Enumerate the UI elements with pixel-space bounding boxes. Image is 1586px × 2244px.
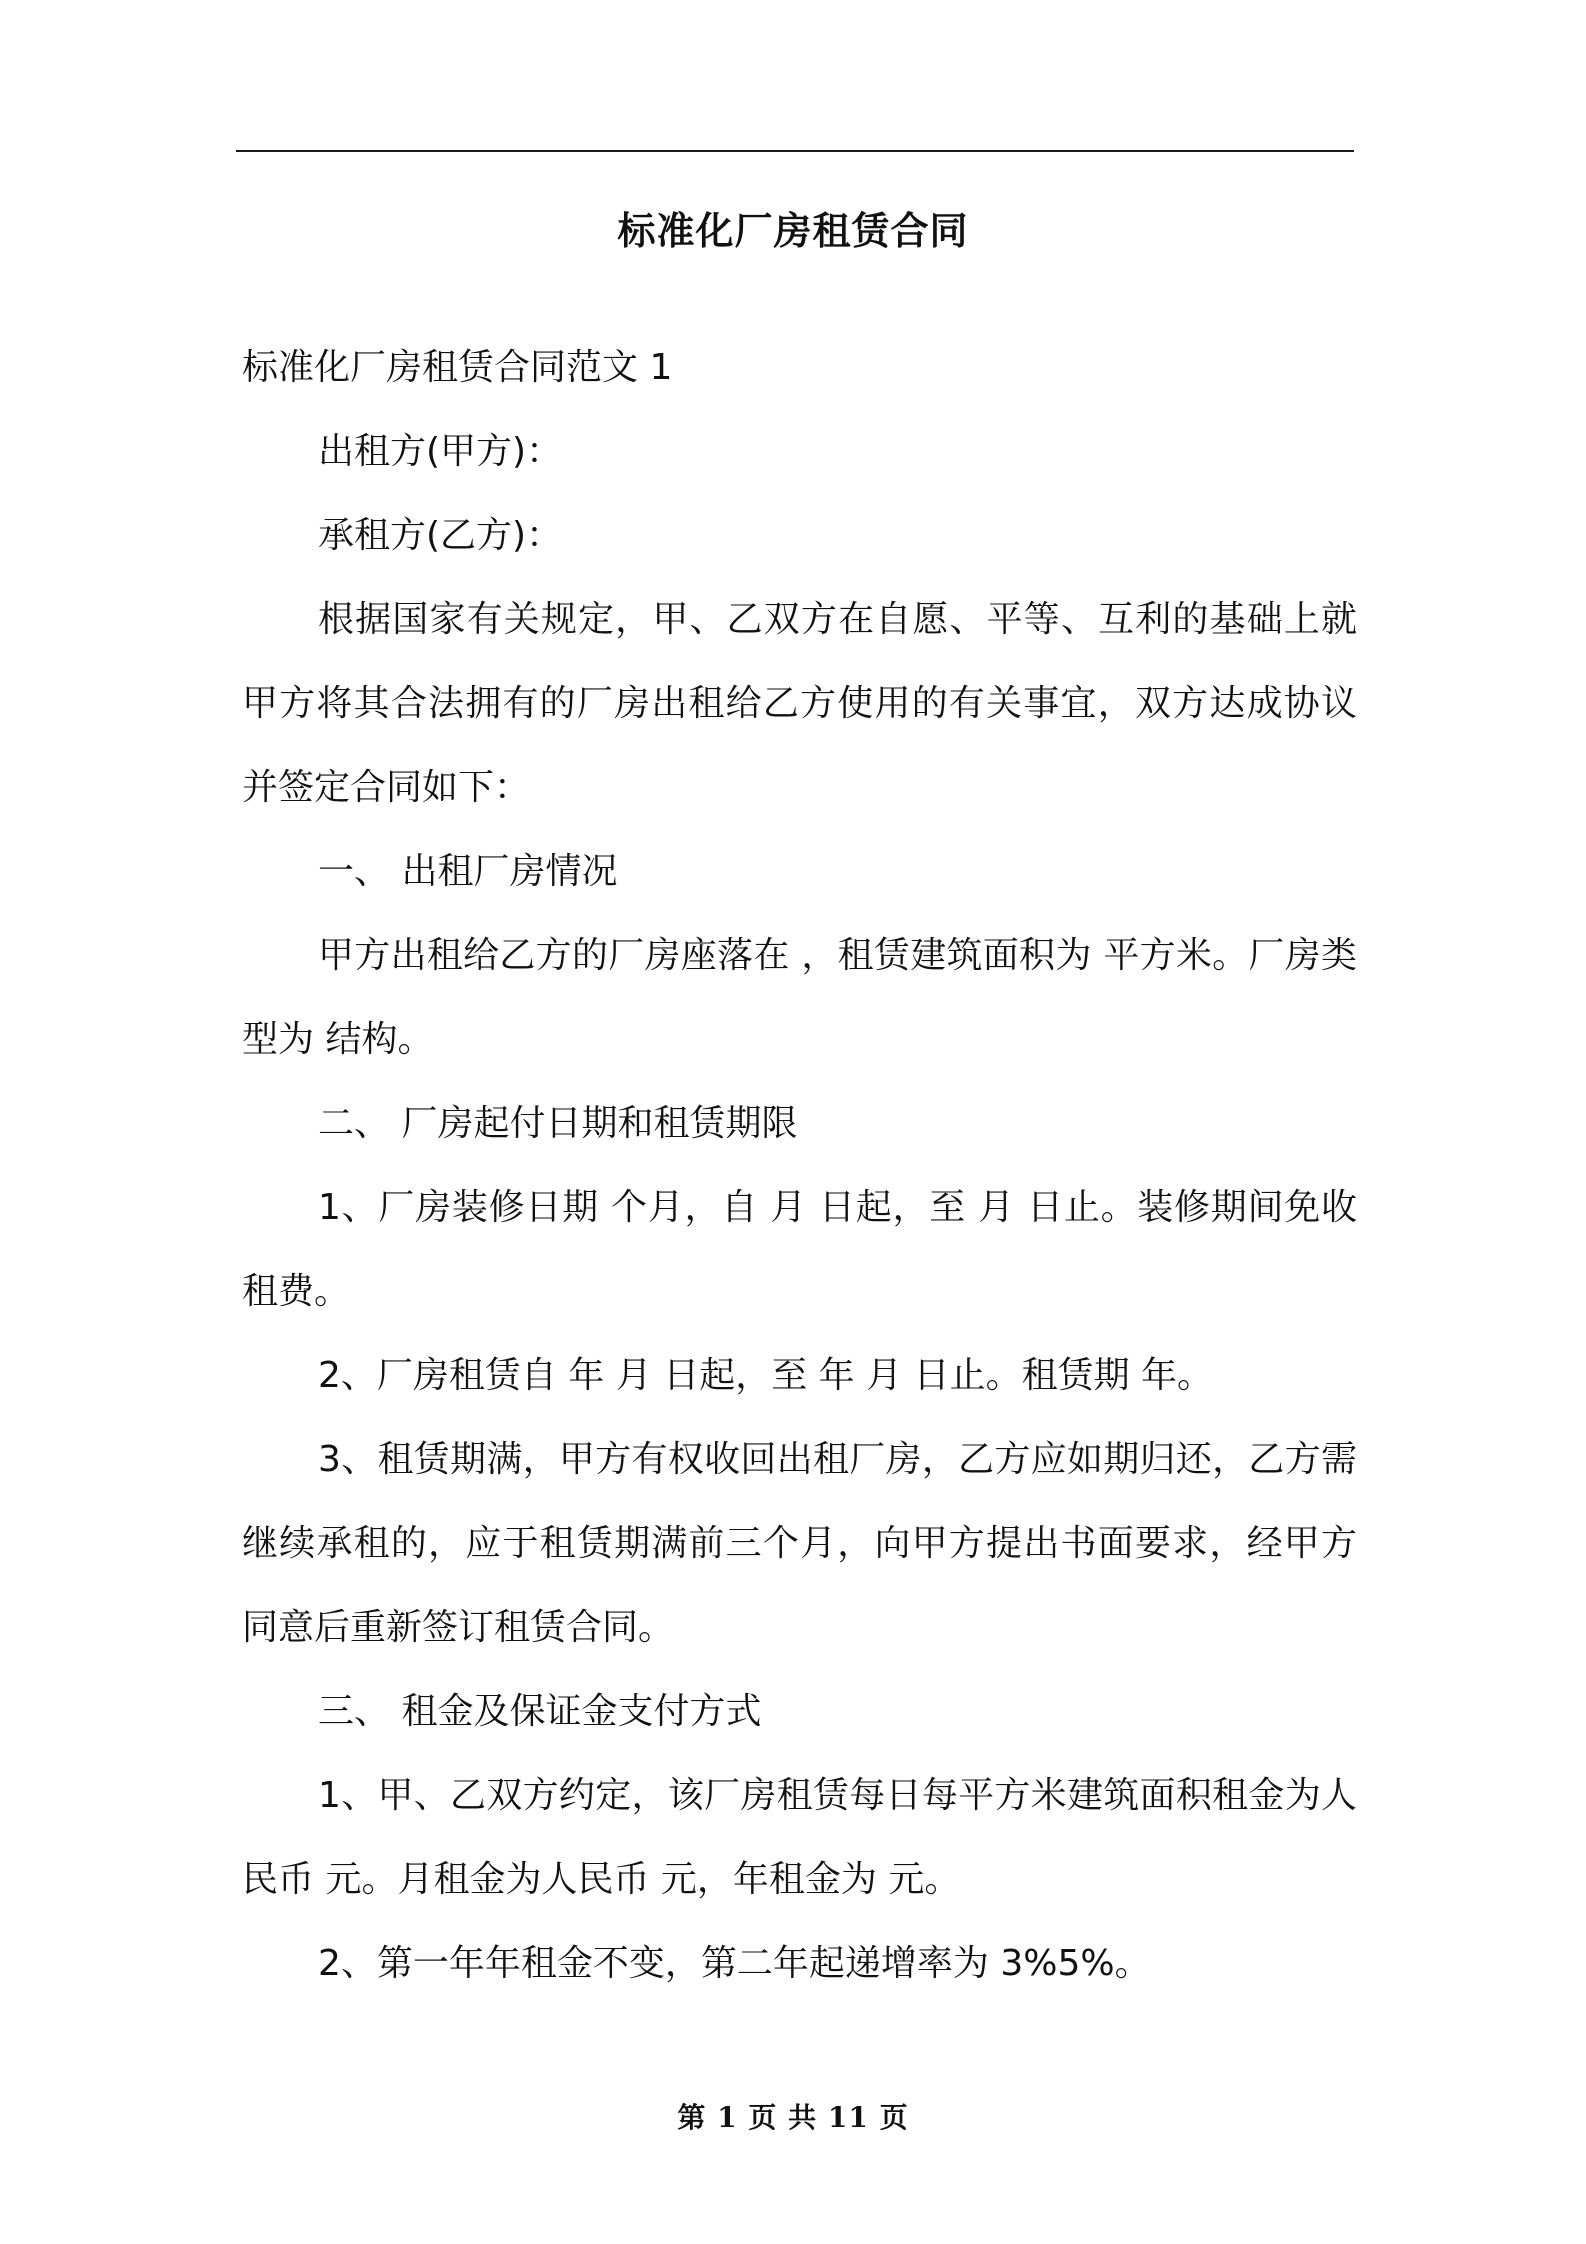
paragraph-lessee: 承租方(乙方)： — [318, 515, 563, 556]
document-body — [242, 326, 1357, 2006]
page-footer: 第 1 页 共 11 页 — [677, 2101, 909, 2134]
section-heading-1: 一、 出租厂房情况 — [318, 851, 618, 892]
paragraph-lease-expiry: 3、租赁期满，甲方有权收回出租厂房，乙方应如期归还，乙方需继续承租的，应于租赁期满前三个月，向甲方提出书面要求，经甲方同意后重新签订租赁合同。 — [242, 1439, 1357, 1648]
paragraph-property-info: 甲方出租给乙方的厂房座落在 ，租赁建筑面积为 平方米。厂房类型为 结构。 — [242, 935, 1357, 1060]
paragraph-lease-period: 2、厂房租赁自 年 月 日起，至 年 月 日止。租赁期 年。 — [318, 1355, 1214, 1396]
paragraph-rent-increase: 2、第一年年租金不变，第二年起递增率为 3%5%。 — [318, 1943, 1151, 1984]
paragraph-decoration-period: 1、厂房装修日期 个月，自 月 日起，至 月 日止。装修期间免收租费。 — [242, 1187, 1357, 1312]
paragraph-rent-amount: 1、甲、乙双方约定，该厂房租赁每日每平方米建筑面积租金为人民币 元。月租金为人民币 元，年租金为 元。 — [242, 1775, 1357, 1900]
header-rule — [236, 150, 1354, 152]
section-heading-3: 三、 租金及保证金支付方式 — [318, 1691, 762, 1732]
section-heading-2: 二、 厂房起付日期和租赁期限 — [318, 1103, 798, 1144]
document-title: 标准化厂房租赁合同 — [617, 209, 969, 253]
paragraph-preamble: 根据国家有关规定，甲、乙双方在自愿、平等、互利的基础上就甲方将其合法拥有的厂房出租给乙方使用的有关事宜，双方达成协议并签定合同如下： — [242, 599, 1357, 808]
paragraph-subtitle: 标准化厂房租赁合同范文 1 — [242, 347, 673, 388]
paragraph-lessor: 出租方(甲方)： — [318, 431, 563, 472]
